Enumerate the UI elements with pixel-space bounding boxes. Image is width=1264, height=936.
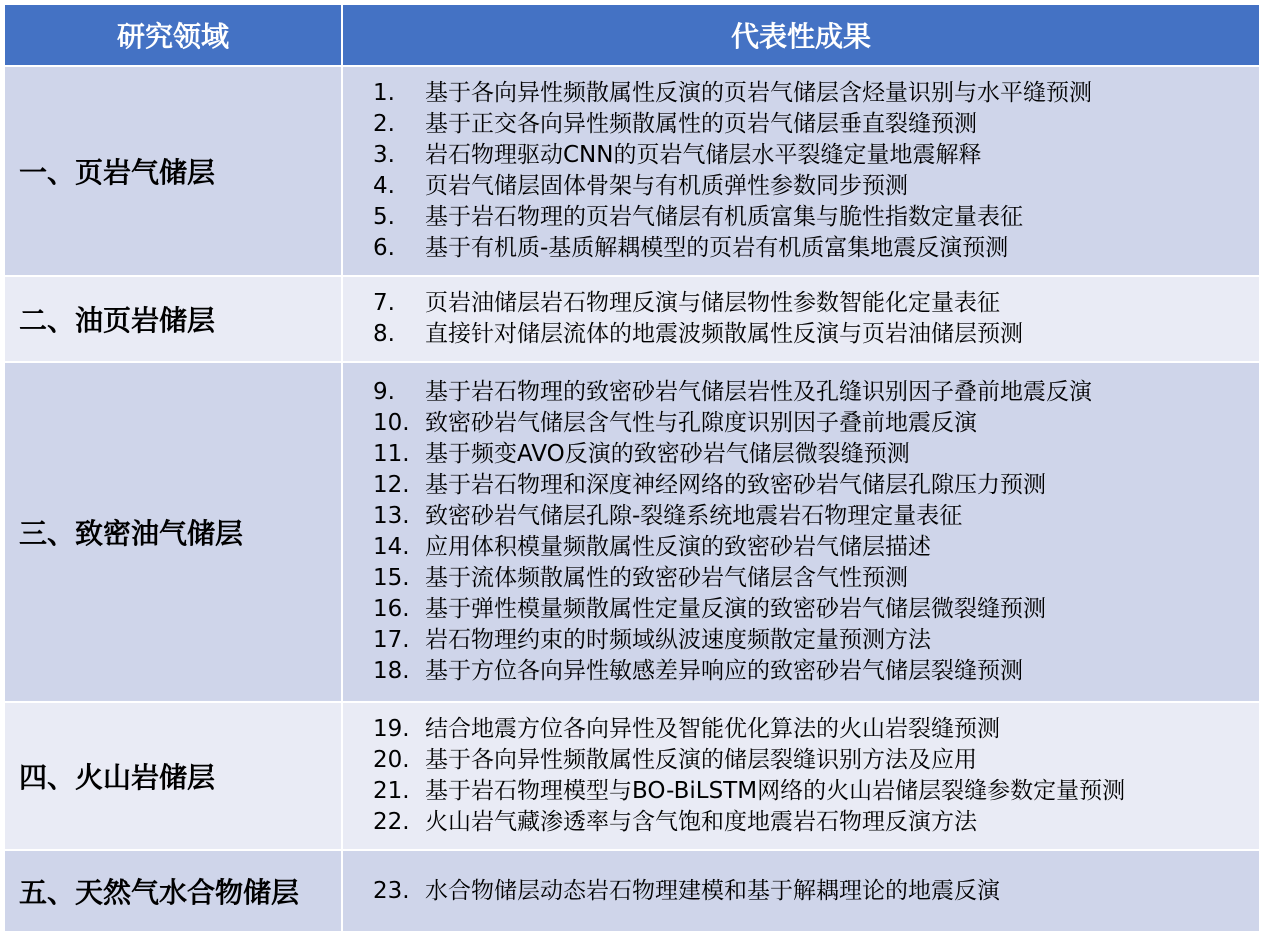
item-text: 基于正交各向异性频散属性的页岩气储层垂直裂缝预测 [425,111,977,137]
list-item [373,233,1259,264]
item-number: 14. [373,534,410,560]
item-text: 基于各向异性频散属性反演的储层裂缝识别方法及应用 [425,747,977,773]
results-cell [342,66,1260,276]
list-item [373,714,1259,745]
item-text: 基于各向异性频散属性反演的页岩气储层含烃量识别与水平缝预测 [425,80,1092,106]
list-item [373,563,1259,594]
list-item [373,470,1259,501]
list-item [373,319,1259,350]
list-item [373,501,1259,532]
item-text: 基于岩石物理和深度神经网络的致密砂岩气储层孔隙压力预测 [425,472,1046,498]
item-number: 9. [373,379,395,405]
results-cell [342,362,1260,702]
item-text: 水合物储层动态岩石物理建模和基于解耦理论的地震反演 [425,877,1000,904]
item-number: 3. [373,142,395,168]
item-text: 页岩气储层固体骨架与有机质弹性参数同步预测 [425,173,908,199]
item-text: 岩石物理约束的时频域纵波速度频散定量预测方法 [425,627,931,653]
list-item [373,876,1259,907]
list-item [373,202,1259,233]
item-text: 基于岩石物理模型与BO-BiLSTM网络的火山岩储层裂缝参数定量预测 [425,778,1126,804]
item-text: 直接针对储层流体的地震波频散属性反演与页岩油储层预测 [425,321,1023,347]
item-text: 基于有机质-基质解耦模型的页岩有机质富集地震反演预测 [425,235,1009,261]
item-number: 23. [373,877,410,904]
item-text: 应用体积模量频散属性反演的致密砂岩气储层描述 [425,534,931,560]
research-table [3,3,1261,933]
list-item [373,807,1259,838]
item-number: 16. [373,596,410,622]
item-number: 11. [373,441,410,467]
item-text: 基于方位各向异性敏感差异响应的致密砂岩气储层裂缝预测 [425,658,1023,684]
results-cell [342,276,1260,362]
list-item [373,288,1259,319]
item-number: 12. [373,472,410,498]
item-number: 10. [373,410,410,436]
item-number: 8. [373,321,395,347]
research-area-cell: 四、火山岩储层 [4,702,342,850]
item-text: 火山岩气藏渗透率与含气饱和度地震岩石物理反演方法 [425,809,977,835]
item-number: 18. [373,658,410,684]
results-list [373,288,1259,350]
header-research-area: 研究领域 [4,4,342,66]
item-number: 5. [373,204,395,230]
list-item [373,140,1259,171]
table-row [4,276,1260,362]
list-item [373,532,1259,563]
item-number: 7. [373,290,395,316]
item-number: 6. [373,235,395,261]
research-area-cell: 二、油页岩储层 [4,276,342,362]
list-item [373,656,1259,687]
list-item [373,625,1259,656]
results-cell [342,850,1260,932]
item-number: 1. [373,80,395,106]
header-row [4,4,1260,66]
item-text: 致密砂岩气储层孔隙-裂缝系统地震岩石物理定量表征 [425,503,963,529]
item-number: 4. [373,173,395,199]
item-text: 基于岩石物理的致密砂岩气储层岩性及孔缝识别因子叠前地震反演 [425,379,1092,405]
item-text: 致密砂岩气储层含气性与孔隙度识别因子叠前地震反演 [425,410,977,436]
item-number: 21. [373,778,410,804]
item-number: 2. [373,111,395,137]
table-row [4,850,1260,932]
item-number: 19. [373,716,410,742]
item-text: 结合地震方位各向异性及智能优化算法的火山岩裂缝预测 [425,716,1000,742]
results-list [373,377,1259,687]
research-area-cell: 五、天然气水合物储层 [4,850,342,932]
table-row [4,702,1260,850]
list-item [373,171,1259,202]
results-list [373,714,1259,838]
list-item [373,776,1259,807]
research-area-cell: 三、致密油气储层 [4,362,342,702]
list-item [373,439,1259,470]
list-item [373,377,1259,408]
results-list [373,876,1259,907]
item-text: 岩石物理驱动CNN的页岩气储层水平裂缝定量地震解释 [425,142,982,168]
item-number: 15. [373,565,410,591]
item-text: 基于弹性模量频散属性定量反演的致密砂岩气储层微裂缝预测 [425,596,1046,622]
list-item [373,594,1259,625]
table-row [4,362,1260,702]
list-item [373,408,1259,439]
list-item [373,745,1259,776]
item-number: 20. [373,747,410,773]
results-cell [342,702,1260,850]
item-text: 基于频变AVO反演的致密砂岩气储层微裂缝预测 [425,441,910,467]
list-item [373,78,1259,109]
research-area-cell: 一、页岩气储层 [4,66,342,276]
header-representative-results: 代表性成果 [342,4,1260,66]
item-number: 13. [373,503,410,529]
item-text: 基于岩石物理的页岩气储层有机质富集与脆性指数定量表征 [425,204,1023,230]
item-text: 页岩油储层岩石物理反演与储层物性参数智能化定量表征 [425,290,1000,316]
results-list [373,78,1259,264]
list-item [373,109,1259,140]
item-text: 基于流体频散属性的致密砂岩气储层含气性预测 [425,565,908,591]
table-row [4,66,1260,276]
item-number: 17. [373,627,410,653]
item-number: 22. [373,809,410,835]
